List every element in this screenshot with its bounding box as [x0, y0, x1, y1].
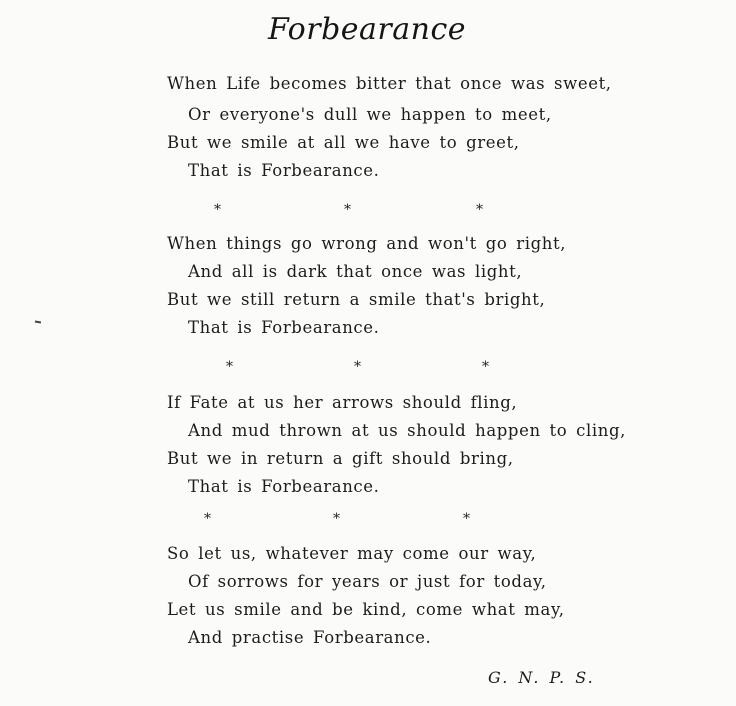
stanza-1-line-2: Or everyone's dull we happen to meet, — [188, 105, 552, 124]
section-divider-3 — [0, 512, 736, 532]
stanza-1-line-1: When Life becomes bitter that once was sweet, — [167, 74, 612, 93]
stanza-2-line-2: And all is dark that once was light, — [188, 262, 523, 281]
stanza-3-line-4: That is Forbearance. — [188, 477, 380, 496]
stanza-2-line-3: But we still return a smile that's bright, — [167, 290, 546, 309]
stanza-1-line-4: That is Forbearance. — [188, 161, 380, 180]
stanza-3-line-3: But we in return a gift should bring, — [167, 449, 514, 468]
divider-star: * — [482, 359, 489, 375]
stanza-3-line-2: And mud thrown at us should happen to cling, — [188, 421, 626, 440]
divider-star: * — [344, 202, 351, 218]
poem-title: Forbearance — [268, 12, 467, 47]
section-divider-2 — [0, 360, 736, 380]
stanza-1-line-3: But we smile at all we have to greet, — [167, 133, 520, 152]
stanza-2-line-1: When things go wrong and won't go right, — [167, 234, 567, 253]
divider-star: * — [214, 202, 221, 218]
divider-star: * — [476, 202, 483, 218]
stanza-4-line-3: Let us smile and be kind, come what may, — [167, 600, 565, 619]
scan-speck — [35, 320, 41, 323]
stanza-4-line-4: And practise Forbearance. — [188, 628, 432, 647]
divider-star: * — [354, 359, 361, 375]
stanza-4-line-2: Of sorrows for years or just for today, — [188, 572, 547, 591]
author-signature: G. N. P. S. — [488, 668, 595, 687]
divider-star: * — [463, 511, 470, 527]
stanza-3-line-1: If Fate at us her arrows should fling, — [167, 393, 518, 412]
stanza-4-line-1: So let us, whatever may come our way, — [167, 544, 537, 563]
divider-star: * — [204, 511, 211, 527]
divider-star: * — [333, 511, 340, 527]
stanza-2-line-4: That is Forbearance. — [188, 318, 380, 337]
section-divider-1 — [0, 203, 736, 223]
divider-star: * — [226, 359, 233, 375]
